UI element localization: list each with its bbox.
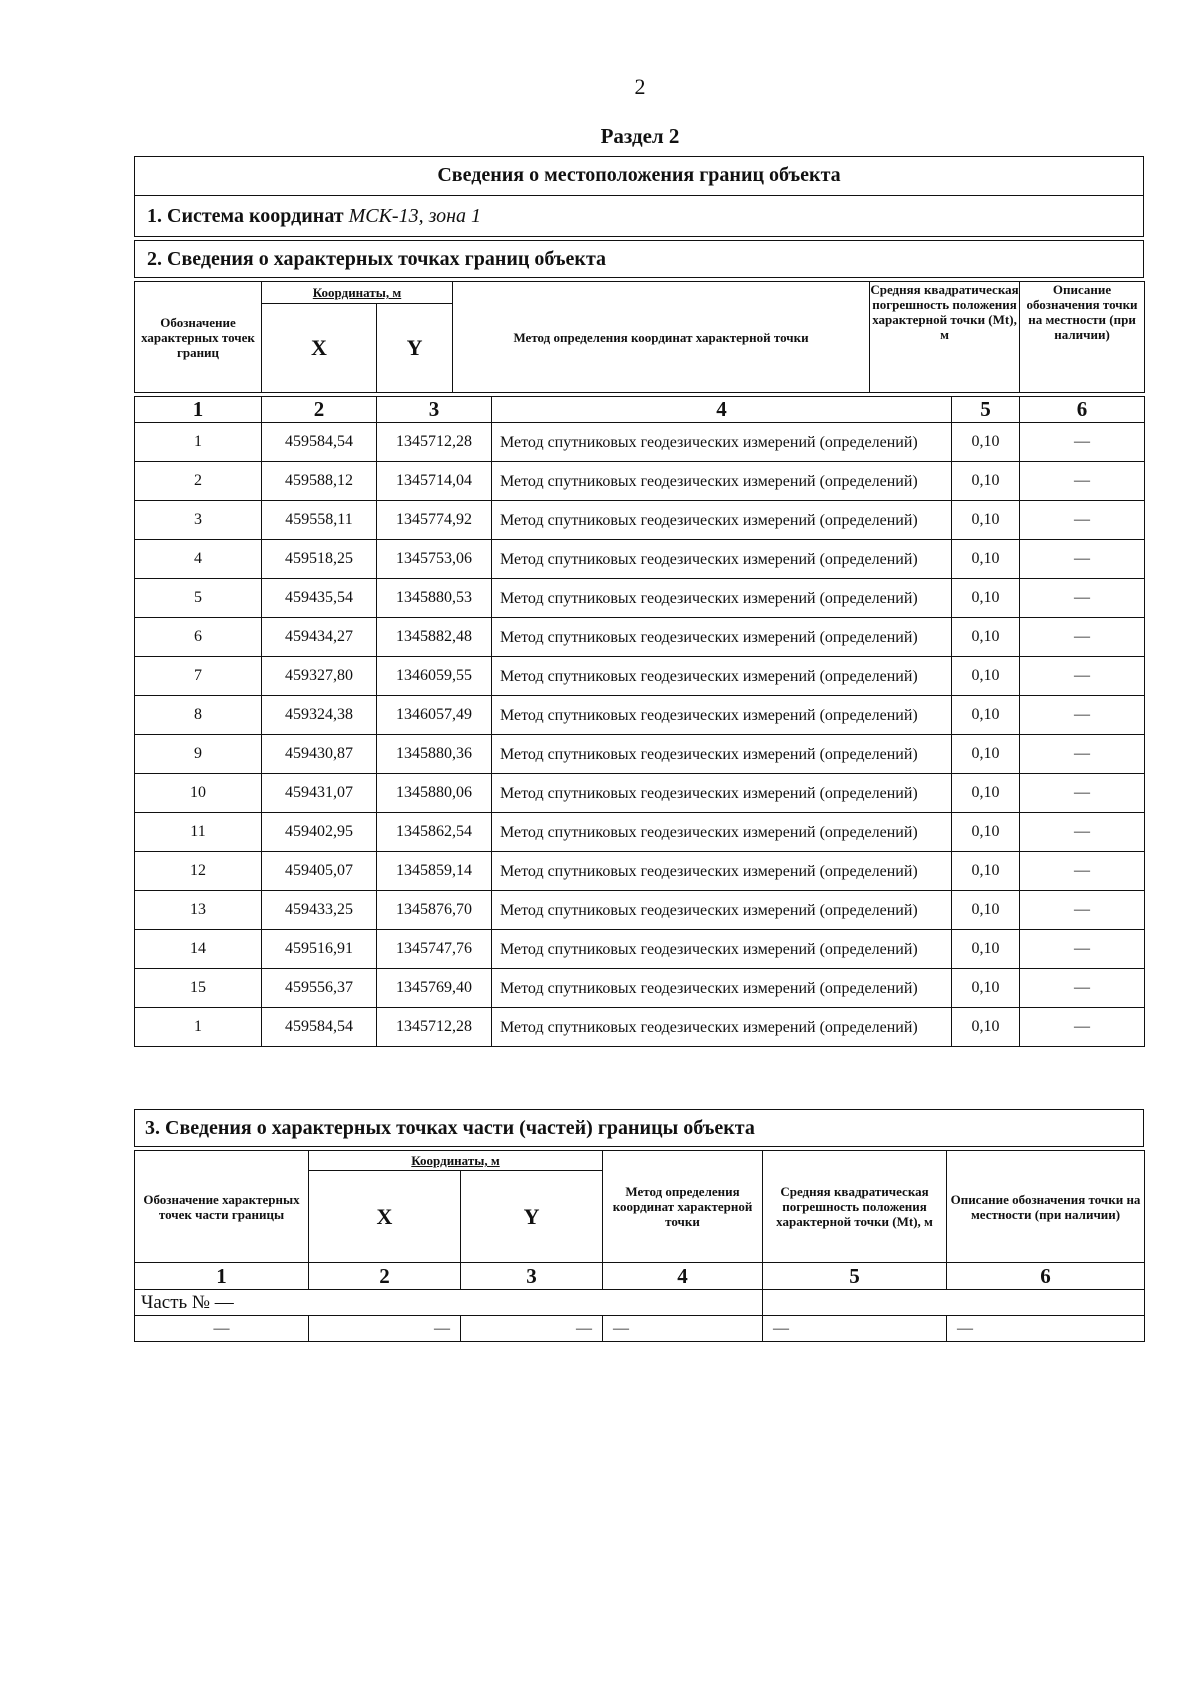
point-y: 1345747,76 bbox=[377, 930, 492, 969]
s3-column-number-row bbox=[135, 1263, 1145, 1290]
point-y: 1345880,06 bbox=[377, 774, 492, 813]
s3-empty-cell: — bbox=[135, 1316, 309, 1342]
main-title-box bbox=[134, 156, 1144, 196]
section3-title-box bbox=[134, 1109, 1144, 1147]
point-mt: 0,10 bbox=[952, 813, 1020, 852]
table-row bbox=[135, 969, 1145, 1008]
section2-title-box bbox=[134, 240, 1144, 278]
point-mt: 0,10 bbox=[952, 579, 1020, 618]
point-description: — bbox=[1020, 579, 1145, 618]
table-row bbox=[135, 813, 1145, 852]
point-y: 1345714,04 bbox=[377, 462, 492, 501]
col-number: 4 bbox=[603, 1263, 763, 1290]
point-x: 459434,27 bbox=[262, 618, 377, 657]
s3-empty-cell: — bbox=[947, 1316, 1145, 1342]
col-number: 4 bbox=[492, 397, 952, 423]
point-method: Метод спутниковых геодезических измерений (определений) bbox=[492, 969, 952, 1008]
point-x: 459402,95 bbox=[262, 813, 377, 852]
s3-header-y: Y bbox=[461, 1171, 603, 1263]
point-mt: 0,10 bbox=[952, 930, 1020, 969]
point-y: 1346057,49 bbox=[377, 696, 492, 735]
table-row bbox=[135, 930, 1145, 969]
point-method: Метод спутниковых геодезических измерений (определений) bbox=[492, 930, 952, 969]
point-y: 1345774,92 bbox=[377, 501, 492, 540]
s3-header-coords: Координаты, м bbox=[309, 1151, 603, 1171]
header-method: Метод определения координат характерной точки bbox=[453, 282, 870, 393]
point-description: — bbox=[1020, 852, 1145, 891]
point-description: — bbox=[1020, 1008, 1145, 1047]
s3-header-designation: Обозначение характерных точек части границы bbox=[135, 1151, 309, 1263]
point-mt: 0,10 bbox=[952, 735, 1020, 774]
point-y: 1345712,28 bbox=[377, 423, 492, 462]
table-row bbox=[135, 540, 1145, 579]
point-number: 15 bbox=[135, 969, 262, 1008]
header-error: Средняя квадратическая погрешность положения характерной точки (Mt), м bbox=[870, 282, 1020, 393]
coord-system-value: МСК-13, зона 1 bbox=[348, 205, 482, 227]
point-number: 9 bbox=[135, 735, 262, 774]
point-method: Метод спутниковых геодезических измерений (определений) bbox=[492, 1008, 952, 1047]
section2-table bbox=[134, 396, 1144, 1047]
point-description: — bbox=[1020, 774, 1145, 813]
point-method: Метод спутниковых геодезических измерений (определений) bbox=[492, 852, 952, 891]
point-mt: 0,10 bbox=[952, 657, 1020, 696]
point-y: 1345753,06 bbox=[377, 540, 492, 579]
point-x: 459405,07 bbox=[262, 852, 377, 891]
point-number: 1 bbox=[135, 1008, 262, 1047]
s3-header-error: Средняя квадратическая погрешность положения характерной точки (Mt), м bbox=[763, 1151, 947, 1263]
point-x: 459430,87 bbox=[262, 735, 377, 774]
point-y: 1345712,28 bbox=[377, 1008, 492, 1047]
point-y: 1345769,40 bbox=[377, 969, 492, 1008]
col-number: 1 bbox=[135, 1263, 309, 1290]
point-number: 2 bbox=[135, 462, 262, 501]
point-x: 459431,07 bbox=[262, 774, 377, 813]
table-row bbox=[135, 462, 1145, 501]
point-mt: 0,10 bbox=[952, 462, 1020, 501]
column-number-row bbox=[135, 397, 1145, 423]
point-y: 1346059,55 bbox=[377, 657, 492, 696]
table-row bbox=[135, 891, 1145, 930]
header-y: Y bbox=[377, 304, 453, 393]
point-method: Метод спутниковых геодезических измерений (определений) bbox=[492, 579, 952, 618]
s3-empty-cell: — bbox=[603, 1316, 763, 1342]
section3-table bbox=[134, 1150, 1144, 1342]
s3-empty-cell: — bbox=[763, 1316, 947, 1342]
coord-system-box bbox=[134, 196, 1144, 237]
coord-system-label: 1. Система координат bbox=[147, 205, 344, 227]
table-row bbox=[135, 423, 1145, 462]
table-row bbox=[135, 774, 1145, 813]
point-mt: 0,10 bbox=[952, 423, 1020, 462]
point-number: 4 bbox=[135, 540, 262, 579]
point-number: 5 bbox=[135, 579, 262, 618]
point-x: 459558,11 bbox=[262, 501, 377, 540]
point-number: 8 bbox=[135, 696, 262, 735]
col-number: 6 bbox=[947, 1263, 1145, 1290]
s3-empty-cell: — bbox=[461, 1316, 603, 1342]
table-row bbox=[135, 696, 1145, 735]
section-title: Раздел 2 bbox=[600, 124, 680, 148]
point-x: 459588,12 bbox=[262, 462, 377, 501]
point-x: 459435,54 bbox=[262, 579, 377, 618]
point-x: 459518,25 bbox=[262, 540, 377, 579]
point-description: — bbox=[1020, 969, 1145, 1008]
s3-header-description: Описание обозначения точки на местности (при наличии) bbox=[947, 1151, 1145, 1263]
point-method: Метод спутниковых геодезических измерений (определений) bbox=[492, 618, 952, 657]
col-number: 5 bbox=[952, 397, 1020, 423]
point-description: — bbox=[1020, 735, 1145, 774]
point-x: 459556,37 bbox=[262, 969, 377, 1008]
col-number: 2 bbox=[309, 1263, 461, 1290]
point-mt: 0,10 bbox=[952, 618, 1020, 657]
point-y: 1345862,54 bbox=[377, 813, 492, 852]
section2-title: 2. Сведения о характерных точках границ объекта bbox=[147, 248, 607, 270]
s3-empty-cell: — bbox=[309, 1316, 461, 1342]
point-mt: 0,10 bbox=[952, 969, 1020, 1008]
main-title: Сведения о местоположения границ объекта bbox=[437, 164, 841, 186]
point-description: — bbox=[1020, 891, 1145, 930]
point-x: 459327,80 bbox=[262, 657, 377, 696]
part-label: Часть № — bbox=[135, 1290, 763, 1316]
point-description: — bbox=[1020, 501, 1145, 540]
point-method: Метод спутниковых геодезических измерений (определений) bbox=[492, 501, 952, 540]
point-number: 14 bbox=[135, 930, 262, 969]
header-description: Описание обозначения точки на местности (при наличии) bbox=[1020, 282, 1145, 393]
point-y: 1345880,53 bbox=[377, 579, 492, 618]
point-method: Метод спутниковых геодезических измерений (определений) bbox=[492, 462, 952, 501]
table-row bbox=[135, 618, 1145, 657]
point-number: 1 bbox=[135, 423, 262, 462]
table-row bbox=[135, 852, 1145, 891]
point-description: — bbox=[1020, 696, 1145, 735]
s3-header-method: Метод определения координат характерной точки bbox=[603, 1151, 763, 1263]
point-description: — bbox=[1020, 930, 1145, 969]
point-x: 459584,54 bbox=[262, 423, 377, 462]
col-number: 2 bbox=[262, 397, 377, 423]
header-designation: Обозначение характерных точек границ bbox=[135, 282, 262, 393]
point-number: 6 bbox=[135, 618, 262, 657]
point-mt: 0,10 bbox=[952, 891, 1020, 930]
col-number: 6 bbox=[1020, 397, 1145, 423]
point-description: — bbox=[1020, 423, 1145, 462]
point-method: Метод спутниковых геодезических измерений (определений) bbox=[492, 813, 952, 852]
point-number: 7 bbox=[135, 657, 262, 696]
point-x: 459324,38 bbox=[262, 696, 377, 735]
point-x: 459584,54 bbox=[262, 1008, 377, 1047]
table-row bbox=[135, 735, 1145, 774]
section3-title: 3. Сведения о характерных точках части (частей) границы объекта bbox=[145, 1117, 755, 1139]
point-description: — bbox=[1020, 618, 1145, 657]
page-number: 2 bbox=[634, 74, 646, 99]
point-method: Метод спутниковых геодезических измерений (определений) bbox=[492, 735, 952, 774]
table-row bbox=[135, 501, 1145, 540]
point-method: Метод спутниковых геодезических измерений (определений) bbox=[492, 696, 952, 735]
point-mt: 0,10 bbox=[952, 774, 1020, 813]
point-method: Метод спутниковых геодезических измерений (определений) bbox=[492, 774, 952, 813]
point-description: — bbox=[1020, 657, 1145, 696]
point-description: — bbox=[1020, 462, 1145, 501]
section2-header bbox=[134, 281, 1144, 393]
point-number: 3 bbox=[135, 501, 262, 540]
point-description: — bbox=[1020, 540, 1145, 579]
point-mt: 0,10 bbox=[952, 852, 1020, 891]
col-number: 3 bbox=[461, 1263, 603, 1290]
s3-header-x: X bbox=[309, 1171, 461, 1263]
header-coords: Координаты, м bbox=[262, 282, 453, 304]
point-mt: 0,10 bbox=[952, 696, 1020, 735]
point-number: 13 bbox=[135, 891, 262, 930]
col-number: 1 bbox=[135, 397, 262, 423]
point-method: Метод спутниковых геодезических измерений (определений) bbox=[492, 657, 952, 696]
col-number: 5 bbox=[763, 1263, 947, 1290]
point-method: Метод спутниковых геодезических измерений (определений) bbox=[492, 540, 952, 579]
table-row bbox=[135, 1008, 1145, 1047]
point-x: 459516,91 bbox=[262, 930, 377, 969]
point-method: Метод спутниковых геодезических измерений (определений) bbox=[492, 891, 952, 930]
col-number: 3 bbox=[377, 397, 492, 423]
point-y: 1345876,70 bbox=[377, 891, 492, 930]
point-y: 1345882,48 bbox=[377, 618, 492, 657]
point-mt: 0,10 bbox=[952, 501, 1020, 540]
point-y: 1345880,36 bbox=[377, 735, 492, 774]
table-row bbox=[135, 579, 1145, 618]
point-number: 10 bbox=[135, 774, 262, 813]
point-mt: 0,10 bbox=[952, 540, 1020, 579]
point-description: — bbox=[1020, 813, 1145, 852]
point-number: 11 bbox=[135, 813, 262, 852]
point-method: Метод спутниковых геодезических измерений (определений) bbox=[492, 423, 952, 462]
point-y: 1345859,14 bbox=[377, 852, 492, 891]
point-mt: 0,10 bbox=[952, 1008, 1020, 1047]
s3-empty-row bbox=[135, 1316, 1145, 1342]
header-x: X bbox=[262, 304, 377, 393]
point-x: 459433,25 bbox=[262, 891, 377, 930]
table-row bbox=[135, 657, 1145, 696]
point-number: 12 bbox=[135, 852, 262, 891]
